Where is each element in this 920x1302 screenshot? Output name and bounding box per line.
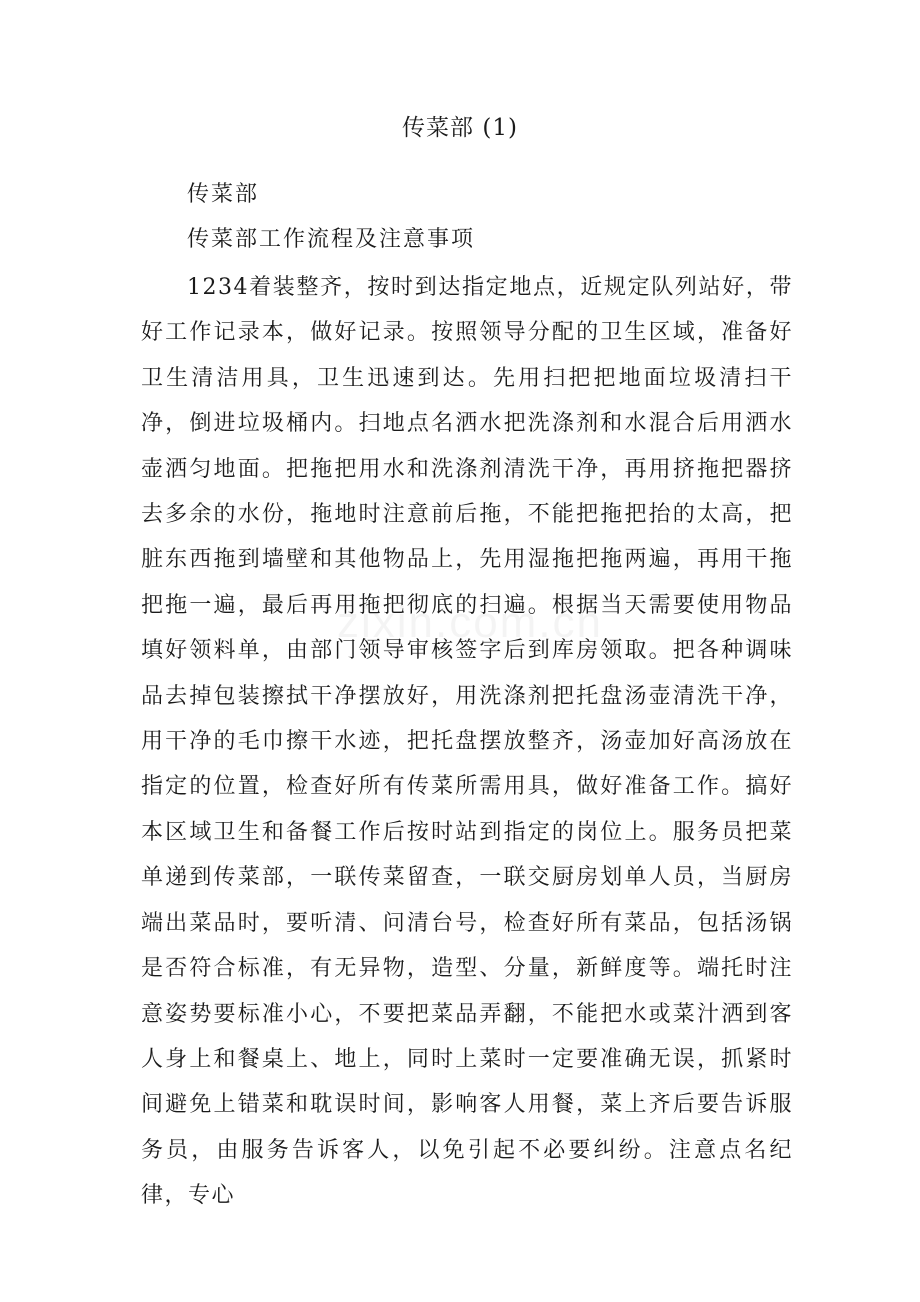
body-paragraph: 1234着装整齐，按时到达指定地点，近规定队列站好，带好工作记录本，做好记录。按照领导分配的卫生区域，准备好卫生清洁用具，卫生迅速到达。先用扫把把地面垃圾清扫干净，倒进垃圾桶内。扫地点名洒水把洗涤剂和水混合后用洒水壶洒匀地面。把拖把用水和洗涤剂清洗干净，再用挤拖把器挤去多余的水份，拖地时注意前后拖，不能把拖把抬的太高，把脏东西拖到墙壁和其他物品上，先用湿拖把拖两遍，再用干拖把拖一遍，最后再用拖把彻底的扫遍。根据当天需要使用物品填好领料单，由部门领导审核签字后到库房领取。把各种调味品去掉包装擦拭干净摆放好，用洗涤剂把托盘汤壶清洗干净，用干净的毛巾擦干水迹，把托盘摆放整齐，汤壶加好高汤放在指定的位置，检查好所有传菜所需用具，做好准备工作。搞好本区域卫生和备餐工作后按时站到指定的岗位上。服务员把菜单递到传菜部，一联传菜留查，一联交厨房划单人员，当厨房端出菜品时，要听清、问清台号，检查好所有菜品，包括汤锅是否符合标准，有无异物，造型、分量，新鲜度等。端托时注意姿势要标准小心，不要把菜品弄翻，不能把水或菜汁洒到客人身上和餐桌上、地上，同时上菜时一定要准确无误，抓紧时间避免上错菜和耽误时间，影响客人用餐，菜上齐后要告诉服务员，由服务告诉客人，以免引起不必要纠纷。注意点名纪律，专心	[141, 275, 793, 1209]
section-heading: 传菜部	[187, 182, 260, 207]
document-title: 传菜部 (1)	[402, 115, 518, 141]
subheading: 传菜部工作流程及注意事项	[187, 227, 476, 252]
